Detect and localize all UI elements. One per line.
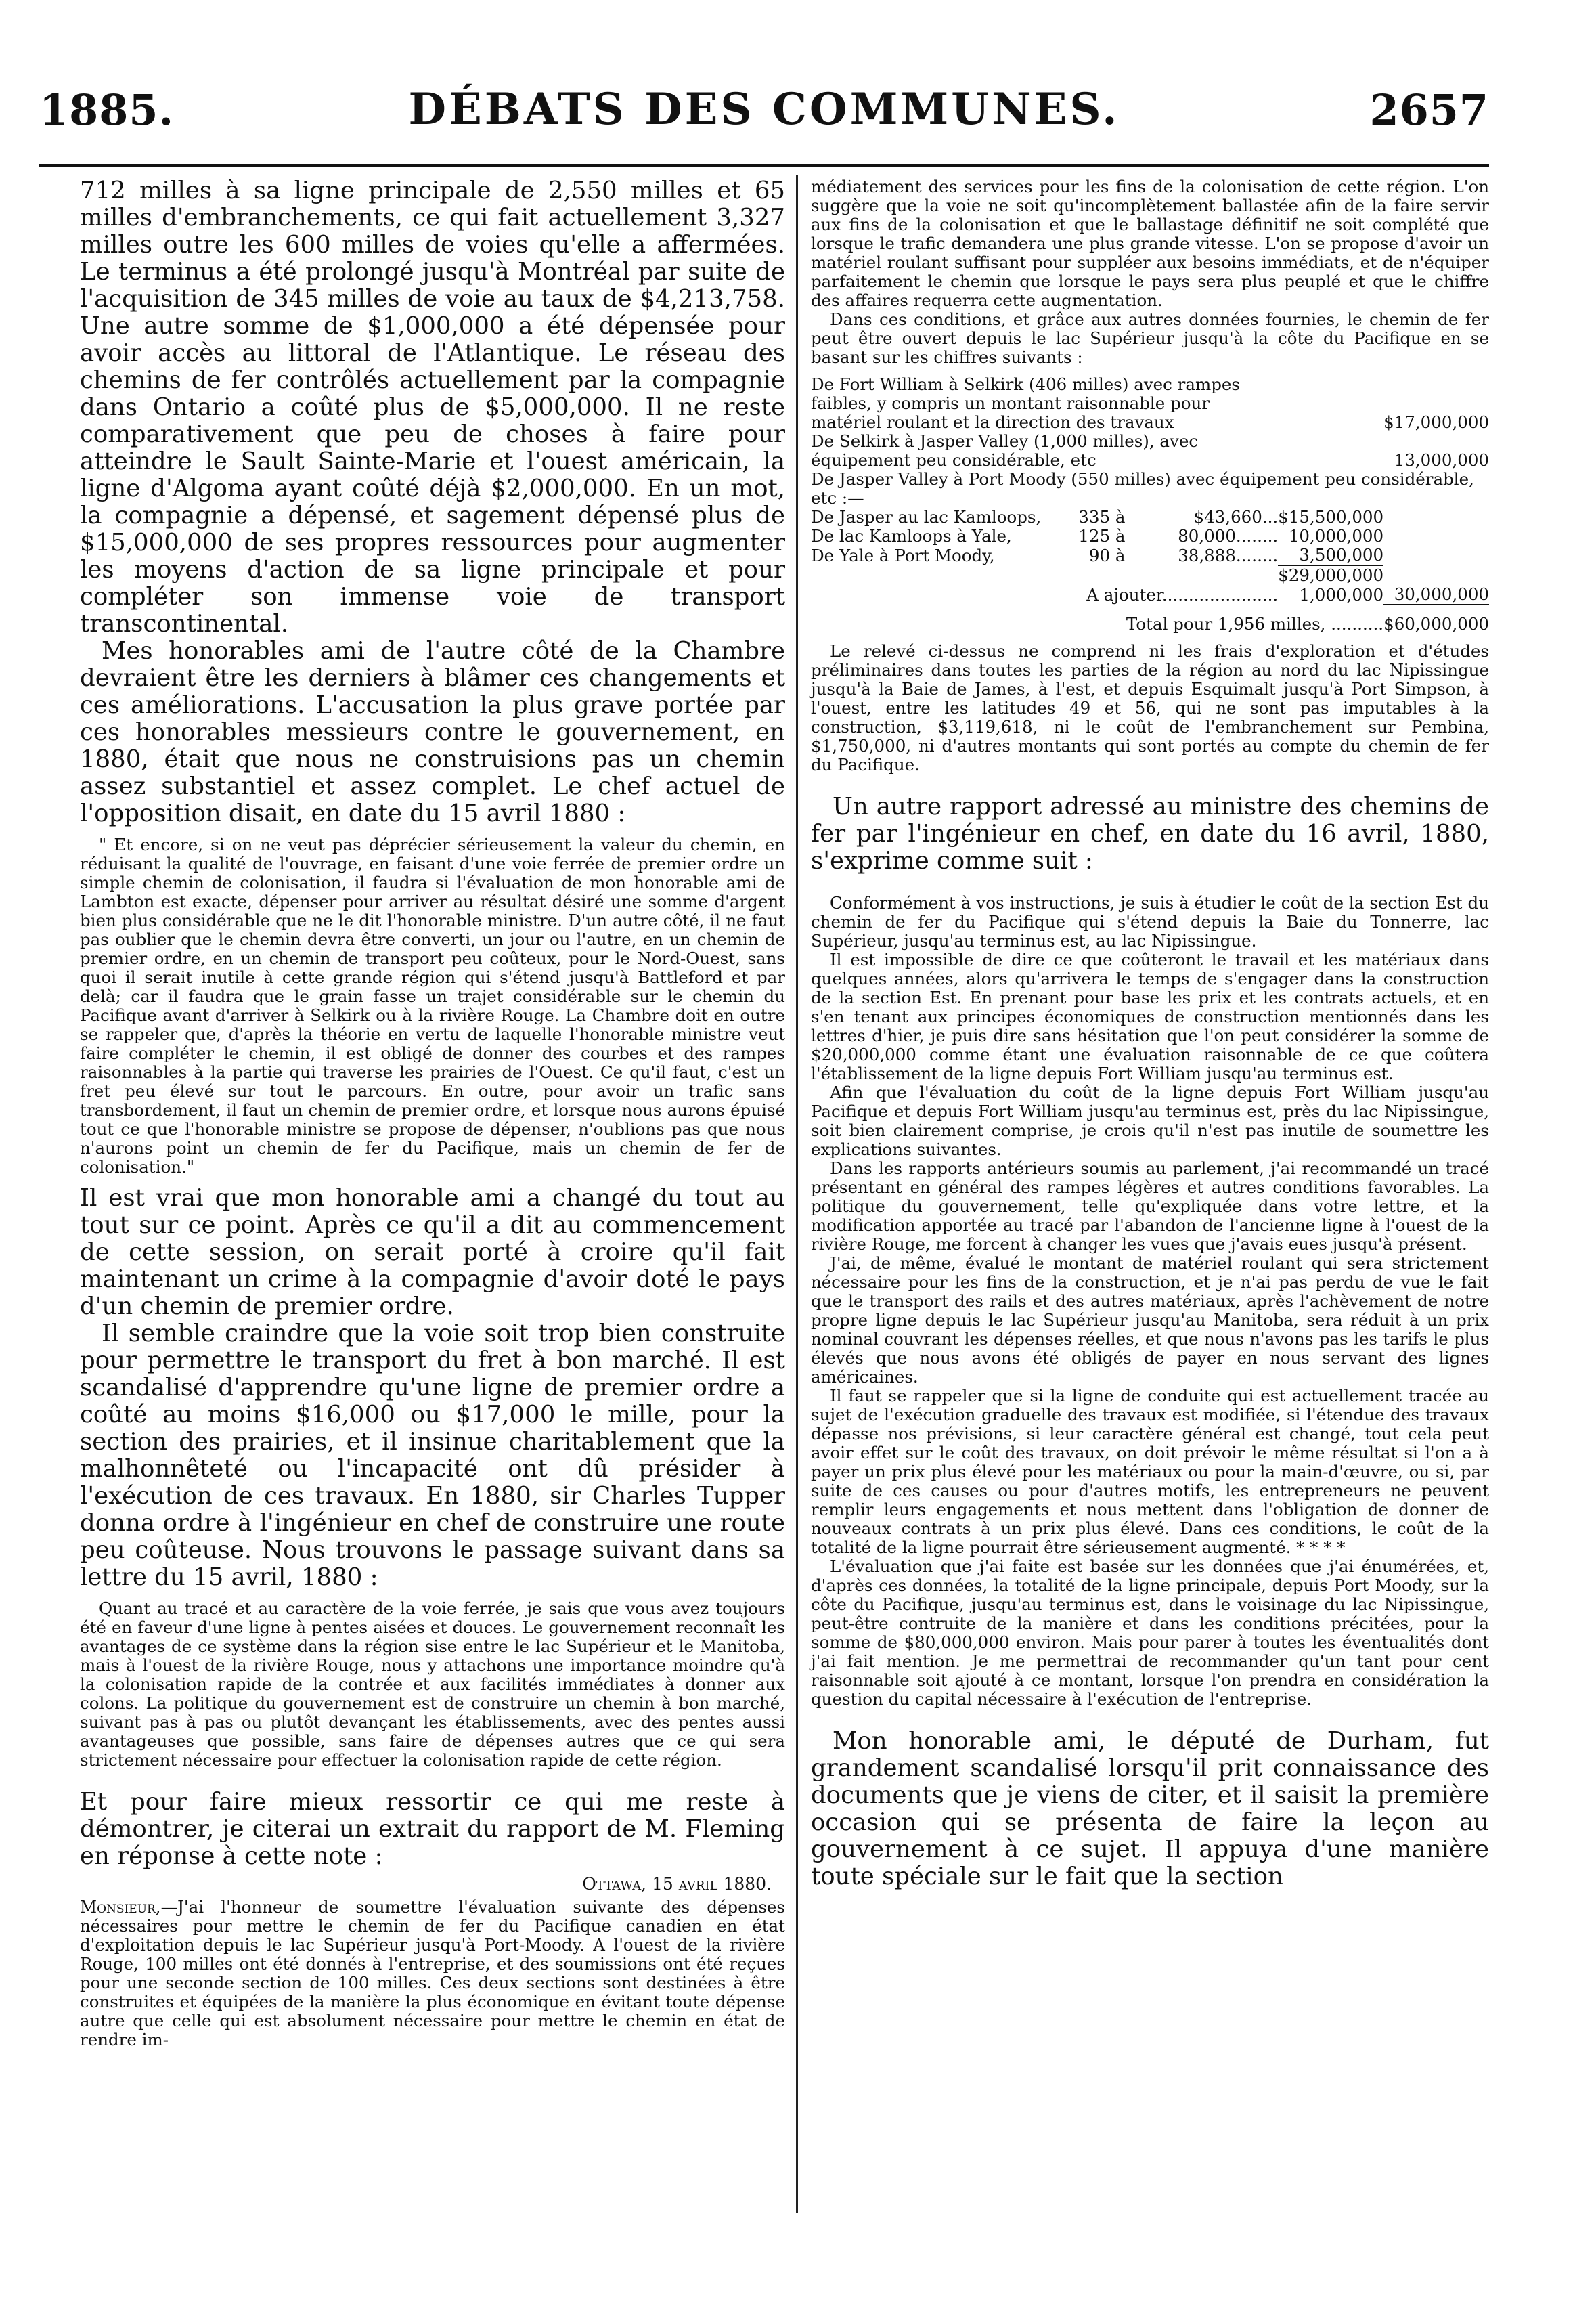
sub-rate: 80,000........ <box>1178 526 1279 546</box>
letter-text: —J'ai l'honneur de soumettre l'évaluation suivante des dépenses nécessaires pour mettre le chemin de fer du Pacifique canadien en état d'exploitation depuis le lac Supérieur jusqu'à Port-Moody. A l'ouest de la rivière Rouge, 100 milles ont été donnés à l'entreprise, et des soumissions ont été reçues pour une seconde section de 100 milles. Ces deux sections sont destinées à être construites et équipées de la manière la plus économique en évitant toute dépense autre que celle qui est absolument nécessaire pour mettre le chemin en état de rendre im- <box>80 1897 785 2049</box>
subtotal: $29,000,000 <box>1278 565 1384 585</box>
quotation: " Et encore, si on ne veut pas déprécier sérieusement la valeur du chemin, en réduisant la qualité de l'ouvrage, en faisant d'une voie ferrée de premier ordre un simple chemin de colonisation, il faudra si l'évaluation de mon honorable ami de Lambton est exacte, dépenser pour arriver au résultat désiré une somme d'argent bien plus considérable que ne le dit l'honorable ministre. D'un autre côté, il ne faut pas oublier que le chemin devra être converti, un jour ou l'autre, en un chemin de premier ordre, en un chemin de transport peu coûteux, pour le Nord-Ouest, sans quoi il serait inutile à cette grande région qui s'étend jusqu'à Battleford et par delà; car il faudra que le grain fasse un trajet considérable sur le chemin du Pacifique avant d'arriver à Selkirk ou à la rivière Rouge. La Chambre doit en outre se rappeler que, d'après la théorie en vertu de laquelle l'honorable ministre veut faire compléter le chemin, il est obligé de donner des courbes et des rampes raisonnables à la partie qui traverse les prairies de l'Ouest. Ce qu'il faut, c'est un fret peu élevé sur tout le parcours. En outre, pour avoir un trafic sans transbordement, il faut un chemin de premier ordre, et lorsque nous aurons épuisé tout ce que l'honorable ministre se propose de dépenser, n'oublions pas que nous n'aurons point un chemin de fer du Pacifique, mais un chemin de fer de colonisation." <box>80 835 785 1177</box>
sub-label: De Jasper au lac Kamloops, <box>811 507 1042 527</box>
table-row <box>811 508 1489 527</box>
paragraph: 712 milles à sa ligne principale de 2,550 milles et 65 milles d'embranchements, ce qui fait actuellement 3,327 milles outre les 600 milles de voies qu'elle a affermées. Le terminus a été prolongé jusqu'à Montréal par suite de l'acquisition de 345 milles de voie au taux de $4,213,758. Une autre somme de $1,000,000 a été dépensée pour avoir accès au littoral de l'Atlantique. Le réseau des chemins de fer contrôlés actuellement par la compagnie dans Ontario a coûté plus de $5,000,000. Il ne reste comparativement que peu de choses à faire pour atteindre le Sault Sainte-Marie et l'ouest américain, la ligne d'Algoma ayant coûté déjà $2,000,000. En un mot, la compagnie a dépensé, et sagement dépensé plus de $15,000,000 de ses propres ressources pour augmenter les moyens d'action de sa ligne principale et pour compléter son immense voie de transport transcontinental. <box>80 177 785 638</box>
add-total: 30,000,000 <box>1394 584 1489 604</box>
row-label: De Jasper Valley à Port Moody (550 milles) avec équipement peu considérable, etc :— <box>811 469 1474 508</box>
letter-date: Ottawa, 15 avril 1880. <box>582 1874 772 1894</box>
table-row <box>811 527 1489 546</box>
sub-rate: $43,660... <box>1193 507 1279 527</box>
letter-body <box>80 1898 785 2049</box>
add-label: A ajouter...................... <box>1086 585 1279 605</box>
sub-amount: $15,500,000 <box>1278 507 1384 527</box>
quotation: Afin que l'évaluation du coût de la ligne depuis Fort William jusqu'au Pacifique et depuis Fort William jusqu'au terminus est, près du lac Nipissingue, soit bien clairement comprise, je crois qu'il n'est pas inutile de soumettre les explications suivantes. <box>811 1083 1489 1159</box>
total-label: Total pour 1,956 milles, .......... <box>1126 614 1384 634</box>
quotation: Le relevé ci-dessus ne comprend ni les frais d'exploration et d'études préliminaires dans toutes les parties de la région au nord du lac Nipissingue jusqu'à la Baie de James, à l'est, et depuis Esquimalt jusqu'à Port Simpson, à l'ouest, entre les latitudes 49 et 56, qui ne sont pas imputables à la construction, $3,119,618, ni le coût de l'embranchement sur Pembina, $1,750,000, ni d'autres montants qui sont portés au compte du chemin de fer du Pacifique. <box>811 641 1489 775</box>
left-column <box>80 177 785 2049</box>
header-rule <box>39 164 1489 167</box>
paragraph: Il semble craindre que la voie soit trop bien construite pour permettre le transport du fret à bon marché. Il est scandalisé d'apprendre qu'une ligne de premier ordre a coûté au moins $16,000 ou $17,000 le mille, pour la section des prairies, et il insinue charitablement que la malhonnêteté ou l'incapacité ont dû présider à l'exécution de ces travaux. En 1880, sir Charles Tupper donna ordre à l'ingénieur en chef de construire une route peu coûteuse. Nous trouvons le passage suivant dans sa lettre du 15 avril, 1880 : <box>80 1320 785 1591</box>
table-row <box>811 470 1489 508</box>
quotation: Dans ces conditions, et grâce aux autres données fournies, le chemin de fer peut être ouvert depuis le lac Supérieur jusqu'à la côte du Pacifique en se basant sur les chiffres suivants : <box>811 309 1489 367</box>
table-row <box>811 565 1489 585</box>
estimate-table <box>811 375 1489 634</box>
sub-miles: 335 à <box>1078 507 1126 527</box>
column-divider <box>796 175 798 2213</box>
table-row <box>811 605 1489 634</box>
paragraph: Il est vrai que mon honorable ami a changé du tout au tout sur ce point. Après ce qu'il a dit au commencement de cette session, on serait porté à croire qu'il fait maintenant un crime à la compagnie d'avoir doté le pays d'un chemin de premier ordre. <box>80 1184 785 1320</box>
paragraph: Un autre rapport adressé au ministre des chemins de fer par l'ingénieur en chef, en date du 16 avril, 1880, s'exprime comme suit : <box>811 793 1489 875</box>
sub-label: De Yale à Port Moody, <box>811 546 995 565</box>
table-row <box>811 375 1489 432</box>
quotation: Il faut se rappeler que si la ligne de conduite qui est actuellement tracée au sujet de l'exécution graduelle des travaux est modifiée, si l'étendue des travaux dépasse nos prévisions, si leur caractère général est changé, tout cela peut avoir effet sur le coût des travaux, on doit prévoir le même résultat si l'on a à payer un prix plus élevé pour les matériaux ou pour la main-d'œuvre, ou si, par suite de ces causes ou pour d'autres motifs, les entrepreneurs ne peuvent remplir leurs engagements et nous mettent dans l'obligation de donner de nouveaux contrats à un prix plus élevé. Dans ces conditions, le coût de la totalité de la ligne pourrait être sérieusement augmenté. * * * * <box>811 1386 1489 1557</box>
sub-amount: 3,500,000 <box>1299 545 1384 565</box>
header-title: DÉBATS DES COMMUNES. <box>408 84 1120 135</box>
sub-amount: 10,000,000 <box>1288 526 1384 546</box>
quotation: Conformément à vos instructions, je suis à étudier le coût de la section Est du chemin de fer du Pacifique qui s'étend depuis la Baie du Tonnerre, lac Supérieur, jusqu'au terminus est, au lac Nipissingue. <box>811 893 1489 951</box>
sub-miles: 90 à <box>1088 546 1126 565</box>
row-label: De Fort William à Selkirk (406 milles) avec rampes faibles, y compris un montant raisonnable pour matériel roulant et la direction des travaux <box>811 374 1240 432</box>
sub-miles: 125 à <box>1078 526 1126 546</box>
quotation: Quant au tracé et au caractère de la voie ferrée, je sais que vous avez toujours été en faveur d'une ligne à pentes aisées et douces. Le gouvernement reconnaît les avantages de ce système dans la région sise entre le lac Supérieur et le Manitoba, mais à l'ouest de la rivière Rouge, nous y attachons une importance moindre qu'à la colonisation rapide de la contrée et aux facilités immédiates à donner aux colons. La politique du gouvernement est de construire un chemin à bon marché, suivant pas à pas ou plutôt devançant les établissements, avec des pentes aussi avantageuses que possible, sans faire de dépenses autres que ce qui sera strictement nécessaire pour effectuer la colonisation rapide de cette région. <box>80 1598 785 1770</box>
row-label: De Selkirk à Jasper Valley (1,000 milles), avec équipement peu considérable, etc <box>811 431 1199 470</box>
quotation: L'évaluation que j'ai faite est basée sur les données que j'ai énumérées, et, d'après ces données, la totalité de la ligne principale, depuis Port Moody, sur la côte du Pacifique, jusqu'au terminus est, dans le voisinage du lac Nipissingue, peut-être contruite de la manière et dans les conditions précitées, pour la somme de $80,000,000 environ. Mais pour parer à toutes les éventualités dont j'ai fait mention. Je me permettrai de recommander qu'un tant pour cent raisonnable soit ajouté à ce montant, lorsque l'on prendra en considération la question du capital nécessaire à l'exécution de l'entreprise. <box>811 1557 1489 1709</box>
paragraph: Mon honorable ami, le député de Durham, fut grandement scandalisé lorsqu'il prit connaissance des documents que je viens de citer, et il saisit la première occasion qui se présenta de faire la leçon au gouvernement à ce sujet. Il appuya d'une manière toute spéciale sur le fait que la section <box>811 1727 1489 1890</box>
page-header <box>39 81 1489 149</box>
row-amount: 13,000,000 <box>1394 450 1489 470</box>
table-row <box>811 432 1489 470</box>
row-amount: $17,000,000 <box>1383 412 1489 432</box>
quotation: Il est impossible de dire ce que coûteront le travail et les matériaux dans quelques années, alors qu'arrivera le temps de s'engager dans la construction de la section Est. En prenant pour base les prix et les contrats actuels, et en s'en tenant aux principes économiques de construction mentionnés dans les lettres d'hier, je puis dire sans hésitation que l'on peut considérer la somme de $20,000,000 comme étant une évaluation raisonnable de ce que coûtera l'établissement de la ligne depuis Fort William jusqu'au terminus est. <box>811 950 1489 1083</box>
total-amount: $60,000,000 <box>1383 605 1489 634</box>
paragraph: Et pour faire mieux ressortir ce qui me reste à démontrer, je citerai un extrait du rapport de M. Fleming en réponse à cette note : <box>80 1788 785 1870</box>
salutation: Monsieur, <box>80 1897 161 1917</box>
sub-label: De lac Kamloops à Yale, <box>811 526 1012 546</box>
table-row <box>811 546 1489 565</box>
quotation: médiatement des services pour les fins de la colonisation de cette région. L'on suggère que la voie ne soit qu'incomplètement ballastée afin de la faire servir aux fins de la colonisation et que le ballastage définitif ne soit complété que lorsque le trafic demandera une plus grande vitesse. L'on se propose d'avoir un matériel roulant suffisant pour suppléer aux besoins immédiats, et de n'équiper parfaitement le chemin que lorsque le pays sera plus peuplé et que le chiffre des affaires requerra cette augmentation. <box>811 177 1489 310</box>
table-row <box>811 585 1489 605</box>
header-year: 1885. <box>39 85 175 135</box>
paragraph: Mes honorables ami de l'autre côté de la Chambre devraient être les derniers à blâmer ces changements et ces améliorations. L'accusation la plus grave portée par ces honorables messieurs contre le gouvernement, en 1880, était que nous ne construisions pas un chemin assez substantiel et assez complet. Le chef actuel de l'opposition disait, en date du 15 avril 1880 : <box>80 637 785 827</box>
header-page-number: 2657 <box>1369 85 1489 135</box>
sub-rate: 38,888........ <box>1178 546 1279 565</box>
right-column <box>811 177 1489 1890</box>
quotation: J'ai, de même, évalué le montant de matériel roulant qui sera strictement nécessaire pour les fins de la construction, et je n'ai pas perdu de vue le fait que le transport des rails et des autres matériaux, après l'achèvement de notre propre ligne depuis le lac Supérieur jusqu'au Manitoba, sera réduit à un prix nominal couvrant les dépenses réelles, et que nous n'avons pas les tarifs le plus élevés que nous avons été obligés de payer en nous servant des lignes américaines. <box>811 1253 1489 1387</box>
quotation: Dans les rapports antérieurs soumis au parlement, j'ai recommandé un tracé présentant en général des rampes légères et autres conditions favorables. La politique du gouvernement, telle qu'expliquée dans votre lettre, et la modification apportée au tracé par l'abandon de l'ancienne ligne à l'ouest de la rivière Rouge, me forcent à changer les vues que j'avais eues jusqu'à présent. <box>811 1158 1489 1254</box>
add-amount: 1,000,000 <box>1299 585 1384 605</box>
